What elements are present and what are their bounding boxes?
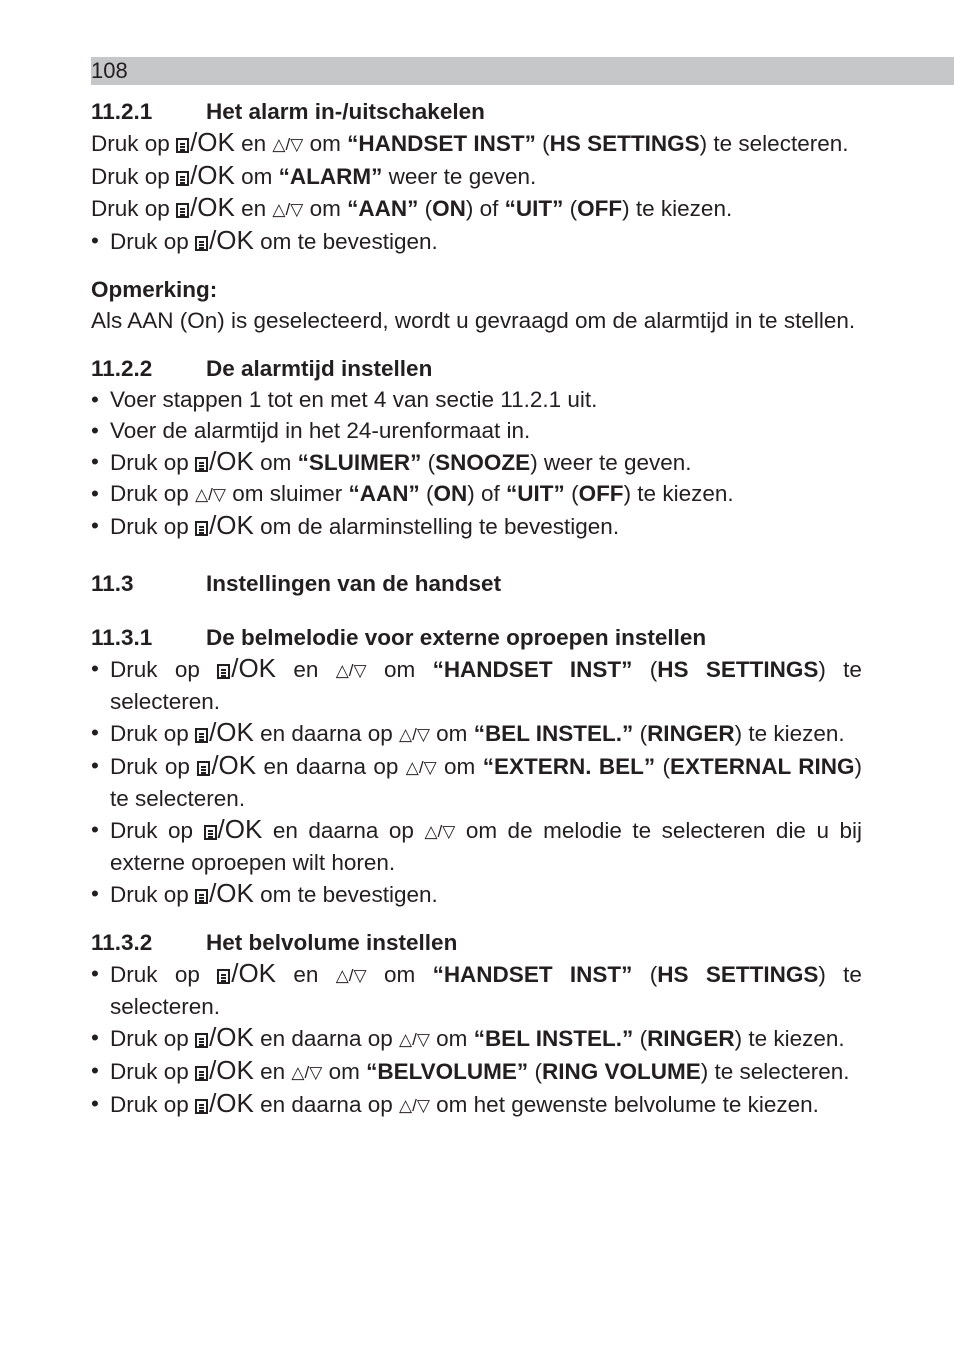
section-heading-11-2-2: 11.2.2 De alarmtijd instellen — [91, 356, 433, 381]
note-text: Als AAN (On) is geselecteerd, wordt u gevraagd om de alarmtijd in te stellen. — [91, 308, 856, 333]
menu-ok-key-icon: /OK — [195, 510, 254, 542]
menu-ok-key-icon: /OK — [217, 958, 276, 990]
up-down-arrow-keys-icon: △/▽ — [399, 725, 430, 744]
bullet-item: • Druk op /OK en △/▽ om “HANDSET INST” (HS SETTINGS) te selecteren. — [91, 958, 862, 1019]
page-header-bar — [91, 57, 954, 85]
bullet-item: • Druk op /OK om te bevestigen. — [91, 878, 438, 908]
page-content — [91, 96, 862, 1121]
menu-ok-key-icon: /OK — [217, 653, 276, 685]
instruction-line: Druk op /OK en △/▽ om “HANDSET INST” (HS SETTINGS) te selecteren. — [91, 127, 862, 160]
up-down-arrow-keys-icon: △/▽ — [335, 661, 367, 680]
up-down-arrow-keys-icon: △/▽ — [424, 822, 456, 841]
menu-ok-key-icon: /OK — [195, 225, 254, 257]
up-down-arrow-keys-icon: △/▽ — [195, 485, 226, 504]
up-down-arrow-keys-icon: △/▽ — [405, 758, 437, 777]
bullet-item: • Druk op /OK en daarna op △/▽ om de melodie te selecteren die u bij externe oproepen wilt horen. — [91, 814, 862, 875]
up-down-arrow-keys-icon: △/▽ — [399, 1096, 430, 1115]
note-heading: Opmerking: — [91, 277, 218, 302]
page-number: 108 — [91, 58, 128, 83]
section-heading-11-3-1: 11.3.1 De belmelodie voor externe oproepen instellen — [91, 625, 707, 650]
bullet-item: • Druk op △/▽ om sluimer “AAN” (ON) of “UIT” (OFF) te kiezen. — [91, 478, 862, 510]
bullet-item: • Druk op /OK en △/▽ om “HANDSET INST” (HS SETTINGS) te selecteren. — [91, 653, 862, 714]
menu-ok-key-icon: /OK — [195, 717, 254, 749]
up-down-arrow-keys-icon: △/▽ — [272, 200, 304, 219]
menu-ok-key-icon: /OK — [176, 192, 235, 224]
menu-ok-key-icon: /OK — [195, 446, 254, 478]
menu-ok-key-icon: /OK — [204, 814, 263, 846]
bullet-item: • Voer de alarmtijd in het 24-urenformaat in. — [91, 418, 531, 443]
bullet-item: • Druk op /OK en daarna op △/▽ om “EXTERN. BEL” (EXTERNAL RING) te selecteren. — [91, 750, 862, 811]
section-heading-11-3-2: 11.3.2 Het belvolume instellen — [91, 930, 458, 955]
menu-ok-key-icon: /OK — [176, 127, 235, 159]
menu-ok-key-icon: /OK — [195, 878, 254, 910]
menu-ok-key-icon: /OK — [176, 160, 235, 192]
up-down-arrow-keys-icon: △/▽ — [335, 966, 367, 985]
bullet-item: • Druk op /OK en daarna op △/▽ om “BEL INSTEL.” (RINGER) te kiezen. — [91, 1022, 862, 1055]
bullet-item: • Druk op /OK om “SLUIMER” (SNOOZE) weer te geven. — [91, 446, 692, 476]
menu-ok-key-icon: /OK — [197, 750, 256, 782]
menu-ok-key-icon: /OK — [195, 1055, 254, 1087]
bullet-item: • Druk op /OK en △/▽ om “BELVOLUME” (RING VOLUME) te selecteren. — [91, 1055, 862, 1088]
bullet-item: • Druk op /OK en daarna op △/▽ om het gewenste belvolume te kiezen. — [91, 1088, 862, 1121]
section-heading-11-2-1: 11.2.1 Het alarm in-/uitschakelen — [91, 99, 485, 124]
up-down-arrow-keys-icon: △/▽ — [399, 1030, 430, 1049]
instruction-line: Druk op /OK en △/▽ om “AAN” (ON) of “UIT” (OFF) te kiezen. — [91, 192, 862, 225]
instruction-line: Druk op /OK om “ALARM” weer te geven. — [91, 160, 537, 190]
bullet-item: • Druk op /OK en daarna op △/▽ om “BEL INSTEL.” (RINGER) te kiezen. — [91, 717, 862, 750]
bullet-item: • Druk op /OK om de alarminstelling te bevestigen. — [91, 510, 620, 540]
bullet-item: • Druk op /OK om te bevestigen. — [91, 225, 438, 255]
bullet-item: • Voer stappen 1 tot en met 4 van sectie 11.2.1 uit. — [91, 387, 598, 412]
section-heading-11-3: 11.3 Instellingen van de handset — [91, 571, 502, 596]
menu-ok-key-icon: /OK — [195, 1088, 254, 1120]
up-down-arrow-keys-icon: △/▽ — [291, 1063, 323, 1082]
up-down-arrow-keys-icon: △/▽ — [272, 135, 304, 154]
menu-ok-key-icon: /OK — [195, 1022, 254, 1054]
